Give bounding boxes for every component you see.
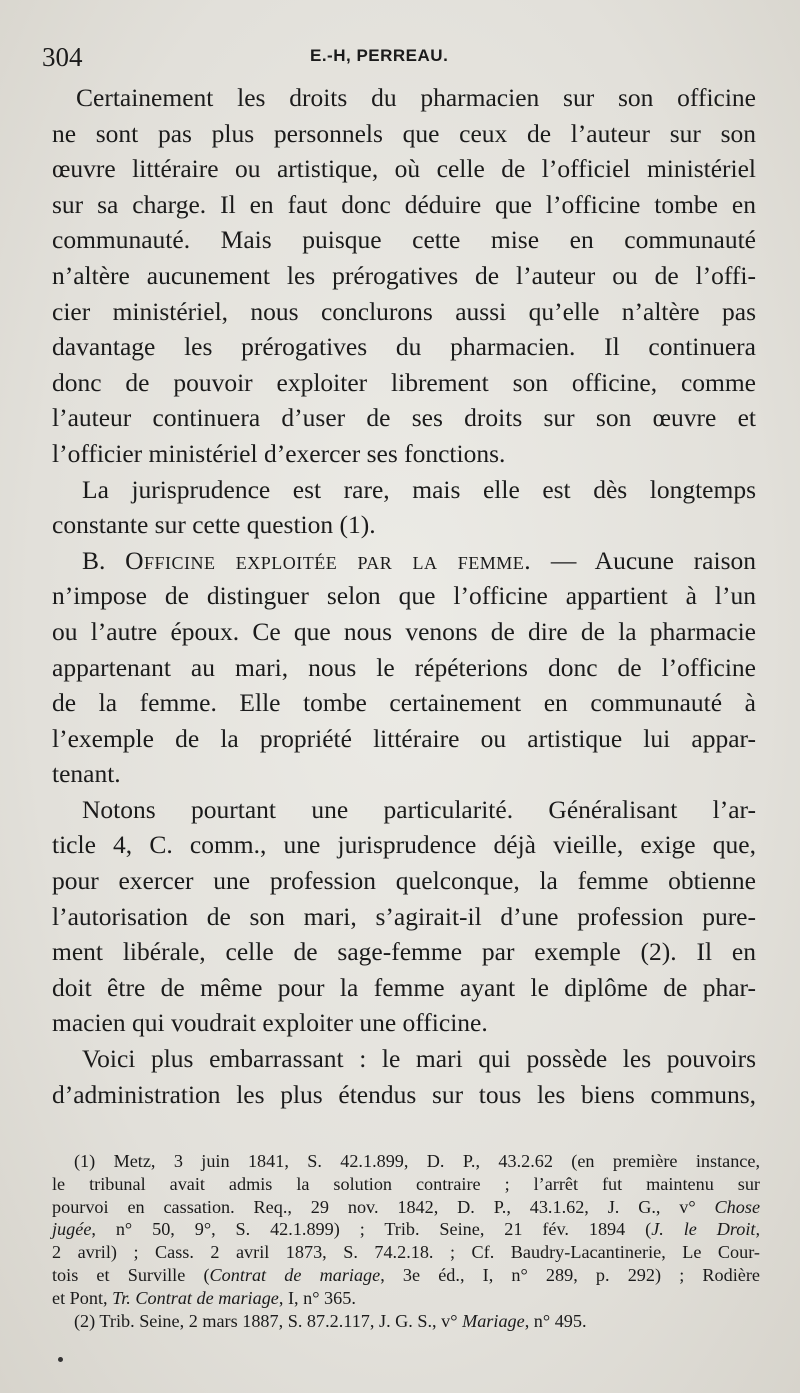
text-line: constante sur cette question (1). [52, 510, 376, 540]
page-header [42, 38, 742, 78]
section-heading: Officine exploitée par la femme. [125, 545, 532, 575]
text-line: cier ministériel, nous conclurons aussi qu’elle n’altère pas [52, 296, 756, 326]
text-run: , n° 50, 9°, S. 42.1.899) ; Trib. Seine, 21 fév. 1894 ( [91, 1219, 652, 1240]
body-text [52, 80, 756, 1112]
text-line: doit être de même pour la femme ayant le diplôme de phar- [52, 972, 756, 1002]
text-run: — Aucune raison [531, 545, 756, 575]
text-line: communauté. Mais puisque cette mise en communauté [52, 225, 756, 255]
text-line: Certainement les droits du pharmacien sur son officine [76, 83, 756, 112]
text-line: d’administration les plus étendus sur tous les biens communs, [52, 1079, 756, 1109]
text-run: , 3e éd., I, n° 289, p. 292) ; Rodière [380, 1264, 760, 1285]
text-line: l’auteur continuera d’user de ses droits sur son œuvre et [52, 403, 756, 433]
text-line: l’exemple de la propriété littéraire ou artistique lui appar- [52, 723, 756, 753]
text-line: appartenant au mari, nous le répéterions donc de l’officine [52, 652, 756, 682]
text-line: de la femme. Elle tombe certainement en communauté à [52, 688, 756, 718]
text-line: Voici plus embarrassant : le mari qui possède les pouvoirs [82, 1044, 756, 1074]
footnote-line [52, 1287, 760, 1310]
text-run-italic: Mariage [462, 1310, 525, 1331]
text-line: tenant. [52, 759, 121, 789]
text-run-italic: Tr. Contrat de mariage [112, 1287, 279, 1308]
text-line: donc de pouvoir exploiter librement son officine, comme [52, 367, 756, 397]
text-run: et Pont, [52, 1287, 113, 1308]
footnote-line [52, 1218, 760, 1241]
text-run: pourvoi en cassation. Req., 29 nov. 1842, D. P., 43.1.62, J. G., v° [52, 1196, 696, 1217]
ink-speck [58, 1357, 63, 1362]
paragraph-4 [52, 792, 756, 1041]
text-line: davantage les prérogatives du pharmacien. Il continuera [52, 332, 756, 362]
text-line: ne sont pas plus personnels que ceux de l’auteur sur son [52, 118, 756, 148]
text-run: , n° 495. [524, 1310, 587, 1331]
footnote-line [52, 1310, 760, 1333]
footnote-1 [52, 1150, 760, 1310]
text-line: ment libérale, celle de sage-femme par exemple (2). Il en [52, 937, 756, 967]
text-run-italic: J. le Droit, [651, 1219, 761, 1240]
page-number: 304 [42, 42, 83, 72]
footnote-line: le tribunal avait admis la solution contraire ; l’arrêt fut maintenu sur [52, 1173, 760, 1194]
paragraph-5 [52, 1041, 756, 1112]
paragraph-1 [52, 80, 756, 472]
footnote-line [52, 1264, 760, 1287]
running-head: E.-H, PERREAU. [310, 46, 449, 65]
footnote-2 [52, 1310, 760, 1333]
text-line: ou l’autre époux. Ce que nous venons de dire de la pharmacie [52, 616, 756, 646]
text-line: n’altère aucunement les prérogatives de l’auteur ou de l’offi- [52, 260, 756, 290]
footnote-line [52, 1196, 760, 1219]
footnote-line: (1) Metz, 3 juin 1841, S. 42.1.899, D. P., 43.2.62 (en première instance, [74, 1151, 760, 1171]
text-run-italic: Chose [714, 1196, 761, 1217]
text-run: (2) Trib. Seine, 2 mars 1887, S. 87.2.117, J. G. S., v° [74, 1310, 463, 1331]
text-line: sur sa charge. Il en faut donc déduire que l’officine tombe en [52, 189, 756, 219]
text-line: n’impose de distinguer selon que l’officine appartient à l’un [52, 581, 756, 611]
text-line: l’officier ministériel d’exercer ses fonctions. [52, 438, 506, 468]
text-line: ticle 4, C. comm., une jurisprudence déjà vieille, exige que, [52, 830, 756, 860]
paragraph-3 [52, 543, 756, 792]
text-line: œuvre littéraire ou artistique, où celle de l’officiel ministériel [52, 154, 756, 184]
text-run: , I, n° 365. [278, 1287, 356, 1308]
text-line [52, 543, 756, 579]
text-line: pour exercer une profession quelconque, la femme obtienne [52, 866, 756, 896]
text-run-italic: Contrat de mariage [209, 1264, 381, 1285]
text-line: La jurisprudence est rare, mais elle est dès longtemps [82, 474, 756, 504]
footnote-line: 2 avril) ; Cass. 2 avril 1873, S. 74.2.18. ; Cf. Baudry-Lacantinerie, Le Cour- [52, 1242, 760, 1263]
section-marker: B. [82, 545, 126, 575]
text-line: l’autorisation de son mari, s’agirait-il d’une profession pure- [52, 901, 756, 931]
text-line: Notons pourtant une particularité. Généralisant l’ar- [82, 794, 756, 824]
text-run-italic: jugée [52, 1219, 92, 1240]
paragraph-2 [52, 472, 756, 543]
text-line: macien qui voudrait exploiter une officine. [52, 1008, 488, 1038]
text-run: tois et Surville ( [52, 1264, 210, 1285]
footnotes [52, 1150, 760, 1332]
